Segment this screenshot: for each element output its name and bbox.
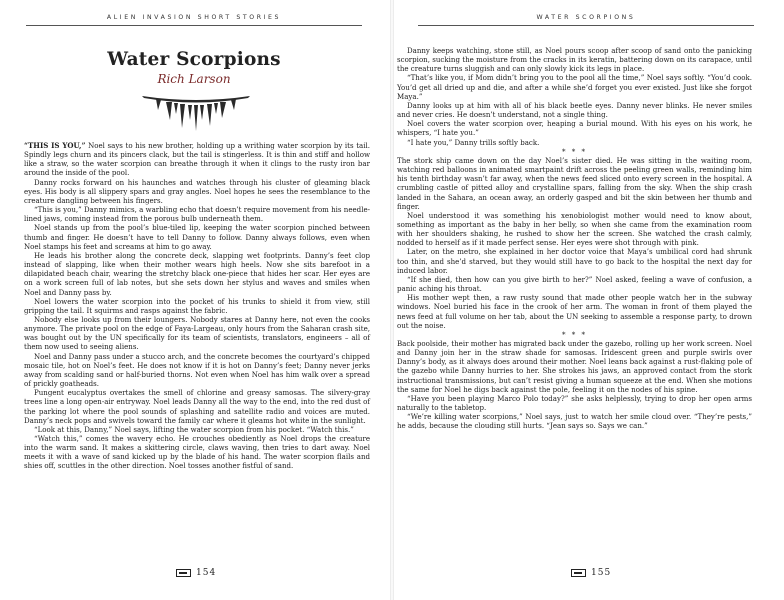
opening-words: “THIS IS YOU,” (24, 141, 86, 150)
page-number-right: 155 (571, 568, 611, 578)
right-page (396, 0, 776, 600)
paragraph: Noel understood it was something his xenobiologist mother would need to know about, something as important as the baby in her belly, so when she came from the examination room with her shoulders shaking, he rushed to show her the screen. She watched the crash calmly, nodded to herself as if it made perfect sense. Her eyes were shot through with pink. (397, 210, 752, 248)
paragraph: “Watch this,” comes the wavery echo. He crouches obediently as Noel drops the creature into the warm sand. It makes a skittering circle, claws waving, then tries to dart away. Noel meets it with a wave of sand kicked up by the blade of his hand. The water scorpion flails and shies off, scuttles in the other direction. Noel tosses another fistful of sand. (24, 434, 370, 471)
paragraph: “Have you been playing Marco Polo today?” she asks helplessly, trying to drop her open arms naturally to the tabletop. (397, 393, 752, 413)
running-head-right: WATER SCORPIONS (536, 14, 636, 21)
paragraph: “I hate you,” Danny trills softly back. (407, 137, 540, 147)
paragraph: Danny rocks forward on his haunches and watches through his cluster of gleaming black eyes. His body is all slippery spars and gray angles. Noel hopes he sees the resemblance to the creature dangling between his fingers. (24, 177, 370, 205)
story-title: Water Scorpions (107, 49, 281, 70)
paragraph: Noel covers the water scorpion over, heaping a burial mound. With his eyes on his work, he whispers, “I hate you.” (397, 119, 752, 138)
paragraph: Noel and Danny pass under a stucco arch, and the concrete becomes the courtyard’s chipped mosaic tile, hot on Noel’s feet. He does not know if it is hot on Danny’s feet; Danny never jerks away from scalding sand or half-buried thorns. Not even when Noel has him walk over a spread of prickly goatheads. (24, 351, 370, 389)
paragraph: Nobody else looks up from their loungers. Nobody stares at Danny here, not even the cooks anymore. The private pool on the edge of Faya-Largeau, only hours from the Saharan crash site, was bought out by the UN specifically for its team of scientists, translators, engineers – all of them now used to seeing aliens. (24, 314, 370, 352)
header-rule-right (418, 25, 754, 26)
paragraph: Noel lowers the water scorpion into the pocket of his trunks to shield it from view, still gripping the tail. It squirms and rasps against the fabric. (24, 296, 370, 315)
paragraph: He leads his brother along the concrete deck, slapping wet footprints. Danny’s feet clop instead of slapping, like when their mother wears high heels. Now she sits barefoot in a dilapidated beach chair, wearing the stretchy black one-piece that hides her scar. Her eyes are on a work screen full of lab notes, but she sets down her stylus and waves and smiles when Noel and Danny pass by. (24, 250, 370, 297)
paragraph: Noel stands up from the pool’s blue-tiled lip, keeping the water scorpion pinched between thumb and finger. He doesn’t have to tell Danny to follow. Danny always follows, even when Noel stamps his feet and screams at him to go away. (24, 223, 370, 251)
section-break: * * * (561, 329, 588, 339)
running-head-left: ALIEN INVASION SHORT STORIES (106, 14, 282, 21)
book-gutter (390, 0, 394, 600)
paragraph: “This is you,” Danny mimics, a warbling echo that doesn’t require movement from his needle-lined jaws, coming instead from the porous bulb underneath them. (24, 205, 370, 224)
paragraph: Pungent eucalyptus overtakes the smell of chlorine and greasy samosas. The silvery-gray trees line a long open-air entryway. Noel leads Danny all the way to the end, into the red dust of the parking lot where the pool sounds of splashing and satellite radio and voices are muted. Danny’s neck pops and swivels toward the family car where it gleams hot white in the sunlight. (24, 388, 370, 425)
paragraph: “That’s like you, if Mom didn’t bring you to the pool all the time,” Noel says softly. “You’d cook. You’d get all dried up and die, and after a while she’d forget you ever existed. Just like she forgot Maya.” (397, 73, 752, 101)
left-page (4, 0, 384, 600)
page-mark-icon (176, 569, 191, 577)
paragraph: Danny looks up at him with all of his black beetle eyes. Danny never blinks. He never smiles and never cries. He doesn’t understand, not a single thing. (397, 100, 752, 120)
alien-ship-ornament-icon (136, 90, 256, 132)
paragraph: The stork ship came down on the day Noel’s sister died. He was sitting in the waiting room, watching red balloons in animated smartpaint drift across the peeling green walls, reminding him his tenth birthday wasn’t far away, when the news feed sliced onto every screen in the hospital. A crumbling castle of pitted alloy and crystalline spars, falling from the sky. When the ship crash landed in the Sahara, an ocean away, an orderly gasped and bit the skin between her thumb and finger. (397, 155, 752, 211)
paragraph: “If she died, then how can you give birth to her?” Noel asked, feeling a wave of confusion, a panic aching his throat. (397, 274, 752, 294)
page-mark-icon (571, 569, 586, 577)
paragraph: “We’re killing water scorpions,” Noel says, just to watch her smile cloud over. “They’re pests,” he adds, because the clouding still hurts. “Jean says so. Says we can.” (397, 412, 752, 431)
paragraph: Later, on the metro, she explained in her doctor voice that Maya’s umbilical cord had shrunk too thin, and she’d starved, but they would still have to go back to the hospital the next day for induced labor. (397, 247, 752, 275)
page-number-left: 154 (176, 568, 216, 578)
header-rule-left (26, 25, 362, 26)
paragraph: “Look at this, Danny,” Noel says, lifting the water scorpion from his pocket. “Watch this.” (34, 424, 354, 434)
story-author: Rich Larson (157, 72, 231, 86)
right-body-text (397, 46, 752, 431)
left-body-text (24, 141, 370, 471)
paragraph: Back poolside, their mother has migrated back under the gazebo, rolling up her work screen. Noel and Danny join her in the straw shade for samosas. Iridescent green and purple swirls over Danny’s body, as it always does around their mother. Noel leans back against a rust-flaking pole of the gazebo while Danny hurries to her. She strokes his jaws, an approved contact from the stork instructional transmissions, but can’t resist giving a human squeeze at the end. When she motions the same for Noel he digs back against the pole, feeling it on the nodes of his spine. (397, 339, 752, 394)
section-break: * * * (561, 146, 588, 156)
paragraph: Danny keeps watching, stone still, as Noel pours scoop after scoop of sand onto the panicking scorpion, sucking the moisture from the cracks in its keratin, battering down on its carapace, until the creature turns sluggish and can only slowly kick its legs in place. (397, 46, 752, 74)
paragraph: “THIS IS YOU,” Noel says to his new brother, holding up a writhing water scorpion by its tail. Spindly legs churn and its pincers clack, but the tail is stingerless. It is thin and stiff and hollow like a straw, so the water scorpion can breathe through it when it clings to the rusty iron bar around the inside of the pool. (24, 141, 370, 178)
paragraph: His mother wept then, a raw rusty sound that made other people watch her in the subway windows. Noel buried his face in the crook of her arm. The woman in front of them played the news feed at full volume on her tab, about the UN seeking to assemble a response party, to drown out the noise. (397, 293, 752, 330)
